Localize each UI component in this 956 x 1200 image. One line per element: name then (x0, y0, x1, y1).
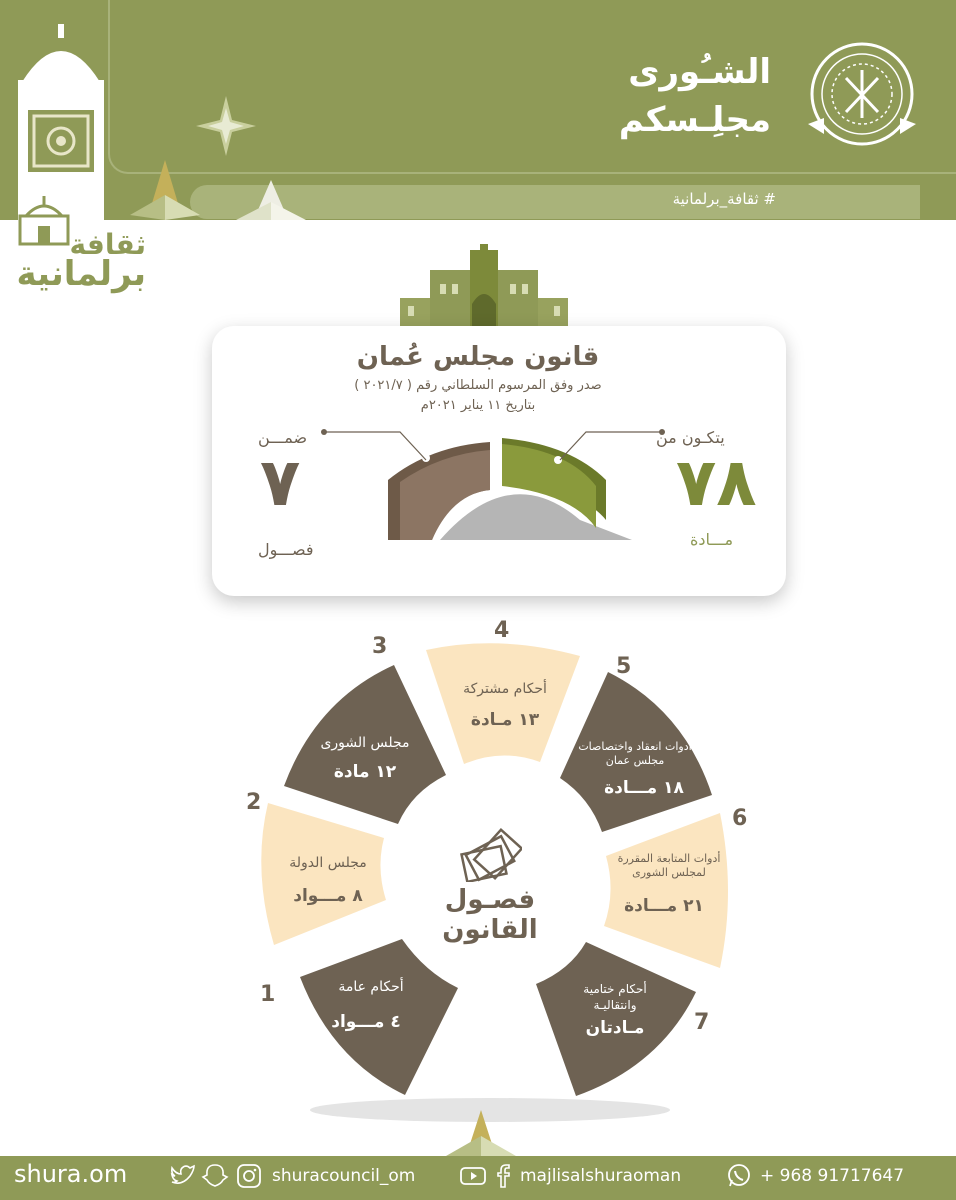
chapters-label: ضمـــن (258, 428, 308, 447)
segment-count: ١٨ مـــادة (604, 778, 684, 798)
articles-pointer-line (556, 428, 666, 462)
hashtag-text[interactable]: # ثقافة_برلمانية (672, 190, 776, 208)
wheel-segment-2[interactable] (261, 803, 386, 945)
segment-count: ١٢ مادة (333, 762, 397, 782)
culture-title-line2: برلمانية (16, 254, 146, 294)
youtube-icon[interactable] (458, 1162, 488, 1190)
articles-unit: مـــادة (690, 530, 734, 549)
fort-icon (16, 196, 72, 246)
leaf-ornament-icon (446, 1110, 516, 1156)
wheel-segment-6[interactable] (604, 813, 728, 968)
website-link[interactable]: shura.om (14, 1160, 128, 1188)
instagram-icon[interactable] (234, 1162, 264, 1190)
segment-count: ٨ مـــواد (293, 886, 363, 906)
segment-number: 2 (246, 790, 262, 815)
segment-number: 1 (260, 982, 276, 1007)
majlis-building-icon (400, 244, 568, 328)
wheel-center-title-line1: فصـول (444, 885, 536, 915)
segment-count: ١٣ مـادة (470, 710, 540, 730)
snapchat-icon[interactable] (200, 1162, 230, 1190)
segment-number: 3 (372, 634, 388, 659)
chapters-count: ٧ (260, 444, 301, 521)
segment-title: أحكام ختامية وانتقاليـة (583, 982, 647, 1012)
articles-label: يتكـون من (656, 428, 725, 447)
card-subtitle-decree: صدر وفق المرسوم السلطاني رقم ( ٢٠٢١/٧ ) (354, 378, 602, 393)
card-title: قانون مجلس عُمان (356, 342, 600, 372)
articles-count: ٧٨ (676, 444, 757, 521)
segment-title: أدوات انعقاد واختصاصات مجلس عمان (578, 740, 692, 768)
minaret-tower-icon (18, 20, 104, 220)
social-handle-2[interactable]: majlisalshuraoman (520, 1166, 682, 1186)
segment-count: مـادتان (585, 1018, 645, 1038)
brand-subtitle: مجلِـسكم (618, 100, 771, 140)
chapters-pointer-line (320, 428, 430, 462)
culture-title-line1: ثقافة (69, 228, 146, 261)
wheel-center-title (428, 886, 552, 946)
phone-number[interactable]: + 968 91717647 (760, 1166, 905, 1186)
brand-title: الشـُورى (628, 52, 771, 92)
segment-number: 5 (616, 654, 632, 679)
segment-number: 6 (732, 806, 748, 831)
segment-title: أحكام مشتركة (463, 681, 547, 697)
folders-icon (458, 826, 522, 882)
twitter-icon[interactable] (168, 1162, 198, 1190)
segment-title: مجلس الشورى (320, 735, 410, 751)
segment-number: 4 (494, 618, 510, 643)
card-subtitle-date: بتاريخ ١١ يناير ٢٠٢١م (420, 398, 536, 413)
segment-number: 7 (694, 1010, 710, 1035)
segment-title: أدوات المتابعة المقررة لمجلس الشورى (617, 852, 721, 880)
wheel-segment-4[interactable] (426, 643, 580, 764)
lotus-ornament-icon (236, 180, 306, 220)
segment-title: مجلس الدولة (289, 855, 367, 871)
shura-emblem-icon (808, 40, 916, 148)
segment-count: ٢١ مـــادة (624, 896, 704, 916)
chapters-unit: فصـــول (258, 540, 314, 559)
leaf-ornament-icon (130, 160, 200, 220)
segment-count: ٤ مـــواد (331, 1012, 401, 1032)
star-ornament-icon (196, 96, 256, 156)
facebook-icon[interactable] (488, 1162, 518, 1190)
segment-title: أحكام عامة (338, 979, 404, 995)
wheel-center-title-line2: القانون (442, 914, 538, 945)
whatsapp-icon[interactable] (724, 1162, 754, 1190)
social-handle-1[interactable]: shuracouncil_om (272, 1166, 416, 1186)
